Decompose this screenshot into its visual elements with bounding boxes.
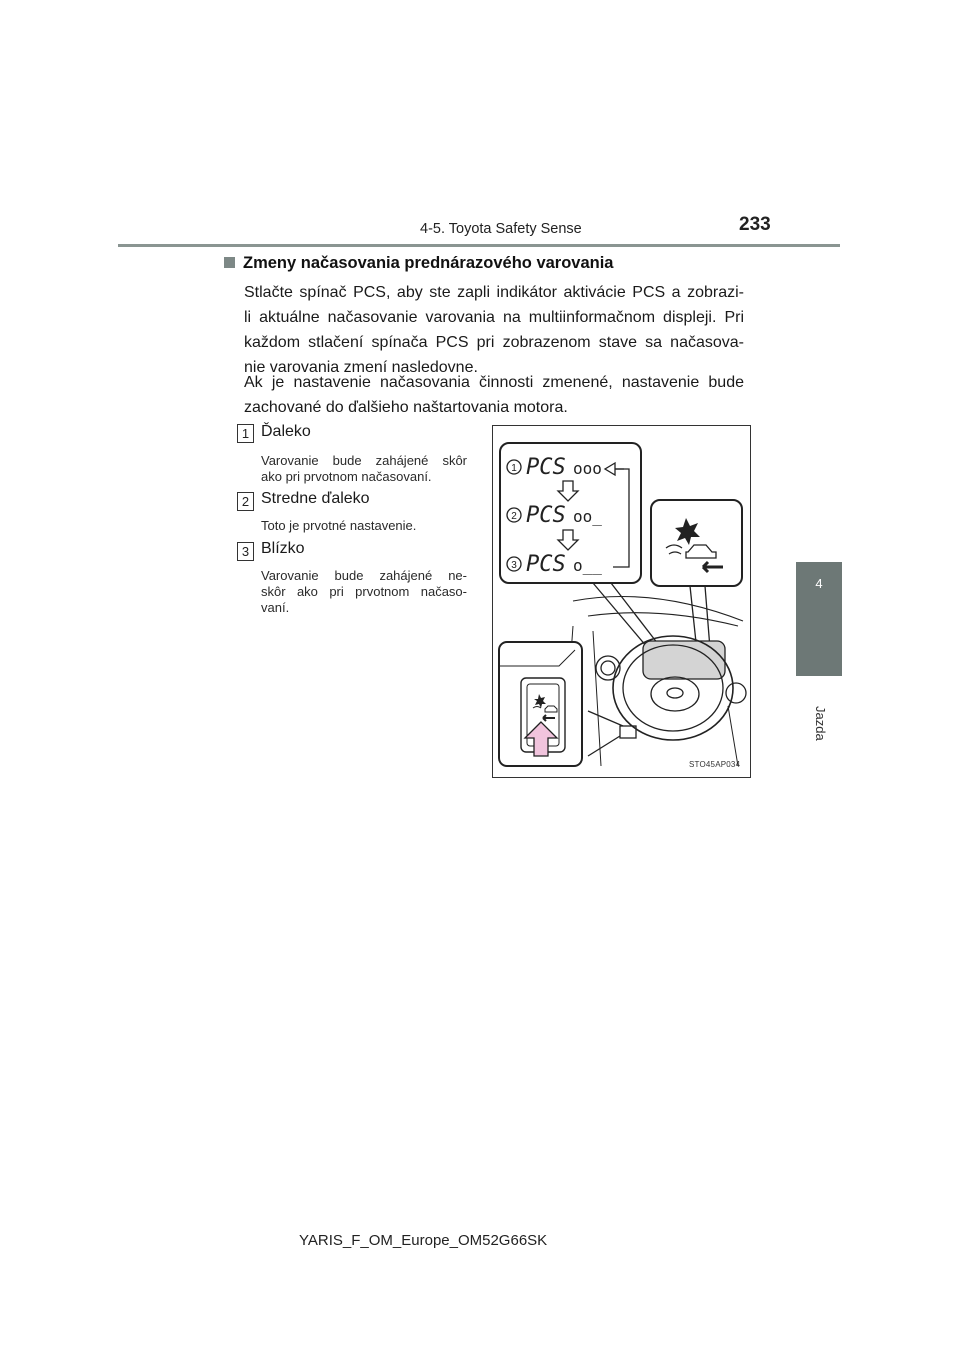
steering-hub xyxy=(651,677,699,711)
paragraph-2 xyxy=(244,370,744,420)
section-heading-text: Zmeny načasovania prednárazového varovania xyxy=(243,254,614,272)
header-section-title: 4-5. Toyota Safety Sense xyxy=(420,221,582,237)
paragraph-1 xyxy=(244,280,744,380)
pointer-line xyxy=(588,711,623,756)
pcs-wave-icon xyxy=(666,545,682,554)
row-number: 2 xyxy=(511,511,517,522)
item-number-badge: 1 xyxy=(237,424,254,443)
steering-logo xyxy=(667,688,683,698)
display-dots: oo_ xyxy=(573,507,602,526)
row-number: 3 xyxy=(511,560,517,571)
dashboard-line xyxy=(588,613,738,626)
chapter-label: Jazda xyxy=(813,706,828,741)
paragraph-line: li aktuálne načasovanie varovania na multiinformačnom displeji. Pri xyxy=(244,309,744,326)
document-footer: YARIS_F_OM_Europe_OM52G66SK xyxy=(299,1232,548,1249)
multi-information-display xyxy=(643,641,725,679)
pcs-warning-icon xyxy=(675,518,700,545)
item-title: Blízko xyxy=(261,540,305,557)
left-arrow-icon xyxy=(703,562,723,572)
display-text: PCS xyxy=(526,503,566,528)
down-arrow-icon xyxy=(558,530,578,550)
paragraph-line: nie varovania zmení nasledovne. xyxy=(244,359,478,376)
item-description-line: ako pri prvotnom načasovaní. xyxy=(261,469,432,484)
display-dots: o__ xyxy=(573,556,602,575)
display-dots: ooo xyxy=(573,459,602,478)
paragraph-line: Stlačte spínač PCS, aby ste zapli indikátor aktivácie PCS a zobrazi- xyxy=(244,284,744,301)
item-description-line: vaní. xyxy=(261,600,290,615)
item-title: Ďaleko xyxy=(261,423,311,440)
down-arrow-icon xyxy=(558,481,578,501)
pcs-indicator-box xyxy=(651,500,742,586)
item-description-line: skôr ako pri prvotnom načaso- xyxy=(261,584,467,599)
car-icon xyxy=(686,545,716,558)
item-number-badge: 3 xyxy=(237,542,254,561)
paragraph-line: každom stlačení spínača PCS pri zobrazenom stave sa načasova- xyxy=(244,334,744,351)
chapter-number: 4 xyxy=(815,576,823,591)
display-text: PCS xyxy=(526,552,566,577)
cycle-arrow-icon xyxy=(613,469,629,567)
air-vent-icon xyxy=(601,661,615,675)
cycle-arrowhead-icon xyxy=(605,463,615,475)
paragraph-line: zachované do ďalšieho naštartovania motora. xyxy=(244,399,568,416)
header-divider xyxy=(118,244,840,247)
illustration-svg xyxy=(493,426,750,777)
dashboard-line xyxy=(573,597,743,622)
row-number: 1 xyxy=(511,463,517,474)
item-description xyxy=(261,568,467,616)
item-description xyxy=(261,453,467,485)
air-vent-icon xyxy=(596,656,620,680)
item-description-line: Varovanie bude zahájené ne- xyxy=(261,568,467,583)
item-number-badge: 2 xyxy=(237,492,254,511)
item-title: Stredne ďaleko xyxy=(261,490,370,507)
item-description-line: Varovanie bude zahájené skôr xyxy=(261,453,467,468)
paragraph-line: Ak je nastavenie načasovania činnosti zmenené, nastavenie bude xyxy=(244,374,744,391)
air-vent-icon xyxy=(726,683,746,703)
item-description-line: Toto je prvotné nastavenie. xyxy=(261,518,417,533)
display-text: PCS xyxy=(526,455,566,480)
item-description xyxy=(261,518,467,534)
page-number: 233 xyxy=(739,214,771,235)
chapter-label-wrapper xyxy=(804,680,834,760)
pcs-illustration xyxy=(492,425,751,778)
section-heading xyxy=(224,254,614,273)
illustration-code: STO45AP034 xyxy=(689,760,741,769)
heading-square-icon xyxy=(224,257,235,268)
